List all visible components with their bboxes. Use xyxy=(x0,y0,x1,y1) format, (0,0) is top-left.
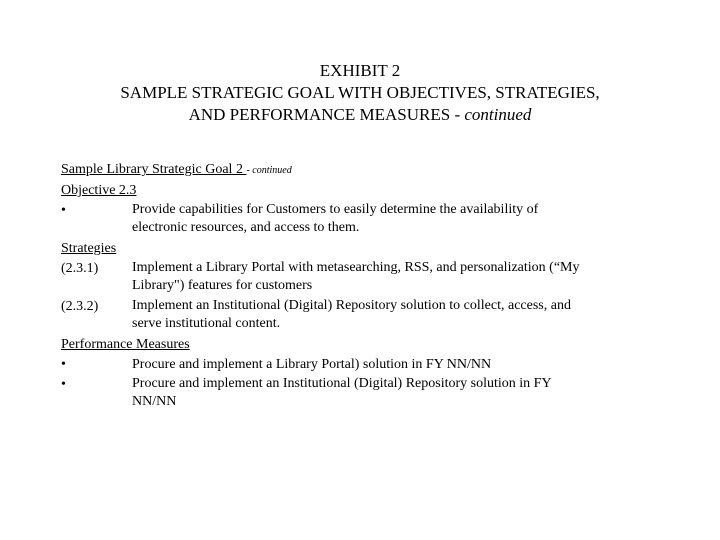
title-line-3-main: AND PERFORMANCE MEASURES - xyxy=(188,105,465,124)
strategy-text-line-2: serve institutional content. xyxy=(132,316,281,331)
title-line-3 xyxy=(0,104,720,126)
strategy-text-line-2: Library") features for customers xyxy=(132,278,313,293)
performance-item xyxy=(61,375,656,411)
strategy-text xyxy=(132,259,656,295)
strategy-item xyxy=(61,297,656,333)
exhibit-title xyxy=(0,60,720,126)
performance-text-line-1: Procure and implement a Library Portal) solution in FY NN/NN xyxy=(132,357,492,372)
performance-text-line-2: NN/NN xyxy=(132,394,177,409)
goal-heading xyxy=(61,160,656,181)
performance-item xyxy=(61,355,656,375)
bullet-marker: • xyxy=(61,357,66,372)
goal-label: Sample Library Strategic Goal 2 xyxy=(61,162,247,177)
objective-text xyxy=(132,201,656,237)
objective-item xyxy=(61,201,656,237)
bullet-marker: • xyxy=(61,203,66,218)
performance-heading: Performance Measures xyxy=(61,337,190,352)
goal-suffix: - continued xyxy=(246,165,292,176)
strategy-number: (2.3.1) xyxy=(61,261,99,276)
title-line-3-italic: continued xyxy=(464,105,532,124)
strategy-item xyxy=(61,259,656,295)
strategy-text-line-1: Implement an Institutional (Digital) Repository solution to collect, access, and xyxy=(132,298,571,313)
bullet-marker: • xyxy=(61,377,66,392)
title-line-2: SAMPLE STRATEGIC GOAL WITH OBJECTIVES, STRATEGIES, xyxy=(120,83,600,102)
title-line-1: EXHIBIT 2 xyxy=(319,61,401,80)
strategy-text xyxy=(132,297,656,333)
objective-text-line-1: Provide capabilities for Customers to easily determine the availability of xyxy=(132,202,539,217)
objective-heading: Objective 2.3 xyxy=(61,183,137,198)
strategy-number: (2.3.2) xyxy=(61,299,99,314)
strategies-heading: Strategies xyxy=(61,241,117,256)
strategy-text-line-1: Implement a Library Portal with metasearching, RSS, and personalization (“My xyxy=(132,260,580,275)
objective-text-line-2: electronic resources, and access to them. xyxy=(132,220,360,235)
performance-text xyxy=(132,375,656,411)
document-body xyxy=(61,160,656,411)
performance-text xyxy=(132,355,656,375)
performance-text-line-1: Procure and implement an Institutional (Digital) Repository solution in FY xyxy=(132,376,552,391)
